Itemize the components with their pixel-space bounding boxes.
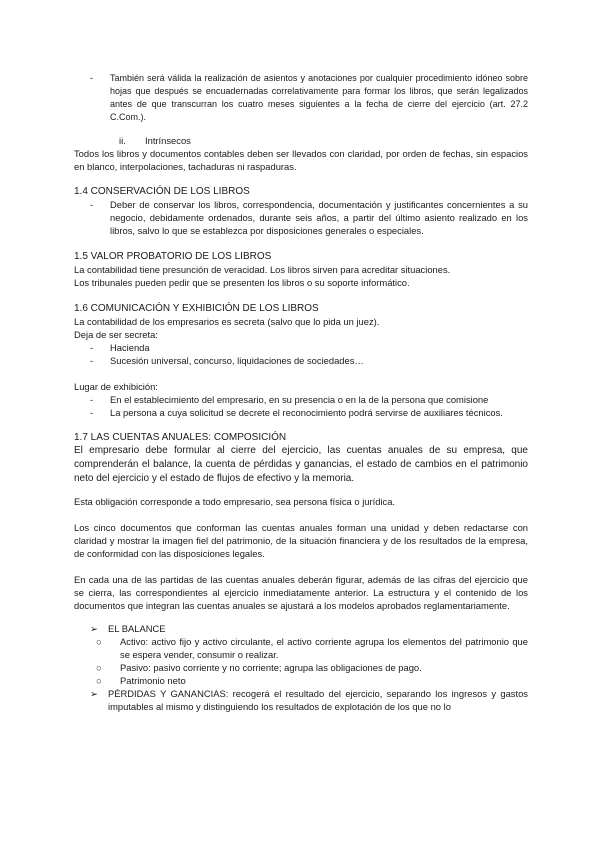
section-heading-1-4: 1.4 CONSERVACIÓN DE LOS LIBROS: [74, 186, 250, 197]
paragraph: Todos los libros y documentos contables deben ser llevados con claridad, por orden de fechas, sin espacios en blanco, interpolaciones, tachaduras ni raspaduras.: [74, 148, 528, 172]
paragraph: Deja de ser secreta:: [74, 329, 158, 340]
list-item-text: Sucesión universal, concurso, liquidaciones de sociedades…: [110, 355, 364, 366]
list-item: [74, 687, 528, 713]
list-item: [74, 674, 528, 687]
secreta-list: [74, 341, 528, 367]
paragraph: La contabilidad tiene presunción de veracidad. Los libros sirven para acreditar situaciones.: [74, 264, 451, 275]
list-item: [74, 635, 528, 661]
circle-bullet: ○: [96, 662, 102, 673]
dash-bullet: -: [90, 394, 94, 405]
circle-bullet: ○: [96, 636, 102, 647]
arrow-bullet: ➢: [90, 623, 98, 634]
paragraph: Los cinco documentos que conforman las cuentas anuales forman una unidad y deben redactarse con claridad y mostrar la imagen fiel del patrimonio, de la situación financiera y de los resultados de la empresa, de conformidad con las disposiciones legales.: [74, 522, 528, 559]
list-item: [74, 198, 528, 237]
conservacion-list: [74, 198, 528, 237]
subsection-title: Intrínsecos: [145, 135, 191, 146]
list-item: [74, 393, 528, 406]
list-item-text: Patrimonio neto: [120, 675, 186, 686]
list-item: [74, 72, 528, 124]
paragraph: Los tribunales pueden pedir que se presenten los libros o su soporte informático.: [74, 277, 410, 288]
cuentas-list: [74, 622, 528, 713]
list-item: [74, 406, 528, 419]
paragraph: Esta obligación corresponde a todo empresario, sea persona física o jurídica.: [74, 496, 396, 507]
paragraph: El empresario debe formular al cierre del ejercicio, las cuentas anuales de su empresa, que comprenderán el balance, la cuenta de pérdidas y ganancias, el estado de cambios en el patrimonio neto del ejercicio y el estado de flujos de efectivo y la memoria.: [74, 445, 528, 484]
dash-bullet: -: [90, 199, 94, 210]
list-item-text: La persona a cuya solicitud se decrete el reconocimiento podrá servirse de auxiliares técnicos.: [110, 407, 503, 418]
list-item: [74, 341, 528, 354]
document-page: [74, 72, 528, 713]
subsection-heading-intrinsecos: [74, 134, 528, 147]
list-item-text: Hacienda: [110, 342, 150, 353]
list-item-text: Deber de conservar los libros, correspondencia, documentación y justificantes concernientes a su negocio, debidamente ordenados, durante seis años, a partir del último asiento realizado en los libros, salvo lo que se establezca por disposiciones generales o especiales.: [110, 199, 528, 236]
section-heading-1-5: 1.5 VALOR PROBATORIO DE LOS LIBROS: [74, 251, 272, 262]
roman-numeral: ii.: [119, 135, 126, 146]
intro-list: [74, 72, 528, 124]
paragraph: En cada una de las partidas de las cuentas anuales deberán figurar, además de las cifras del ejercicio que se cierra, las correspondientes al ejercicio inmediatamente anterior. La estructura y el contenido de los documentos que integran las cuentas anuales se ajustará a los modelos aprobados reglamentariamente.: [74, 574, 528, 611]
list-item: [74, 622, 528, 687]
lugar-list: [74, 393, 528, 419]
list-item-text: Activo: activo fijo y activo circulante, el activo corriente agrupa los elementos del patrimonio que se espera vender, consumir o realizar.: [120, 636, 528, 660]
list-item-text: En el establecimiento del empresario, en su presencia o en la de la persona que comisione: [110, 394, 489, 405]
list-item-text: Pasivo: pasivo corriente y no corriente; agrupa las obligaciones de pago.: [120, 662, 422, 673]
paragraph: Lugar de exhibición:: [74, 381, 158, 392]
list-item-text: EL BALANCE: [108, 623, 166, 634]
section-heading-1-7: 1.7 LAS CUENTAS ANUALES: COMPOSICIÓN: [74, 432, 287, 443]
section-heading-1-6: 1.6 COMUNICACIÓN Y EXHIBICIÓN DE LOS LIBROS: [74, 303, 319, 314]
dash-bullet: -: [90, 73, 93, 83]
dash-bullet: -: [90, 355, 94, 366]
paragraph: La contabilidad de los empresarios es secreta (salvo que lo pida un juez).: [74, 316, 380, 327]
arrow-bullet: ➢: [90, 688, 98, 699]
circle-bullet: ○: [96, 675, 102, 686]
list-item: [74, 354, 528, 367]
balance-sublist: [74, 635, 528, 687]
list-item-text: PÉRDIDAS Y GANANCIAS: recogerá el resultado del ejercicio, separando los ingresos y gastos imputables al mismo y distinguiendo los resultados de explotación de los que no lo: [108, 688, 528, 712]
list-item-text: También será válida la realización de asientos y anotaciones por cualquier procedimiento idóneo sobre hojas que después se encuadernadas correlativamente para formar los libros, que serán legalizados antes de que transcurran los cuatro meses siguientes a la fecha de cierre del ejercicio (art. 27.2 C.Com.).: [110, 73, 528, 122]
dash-bullet: -: [90, 407, 94, 418]
list-item: [74, 661, 528, 674]
dash-bullet: -: [90, 342, 94, 353]
